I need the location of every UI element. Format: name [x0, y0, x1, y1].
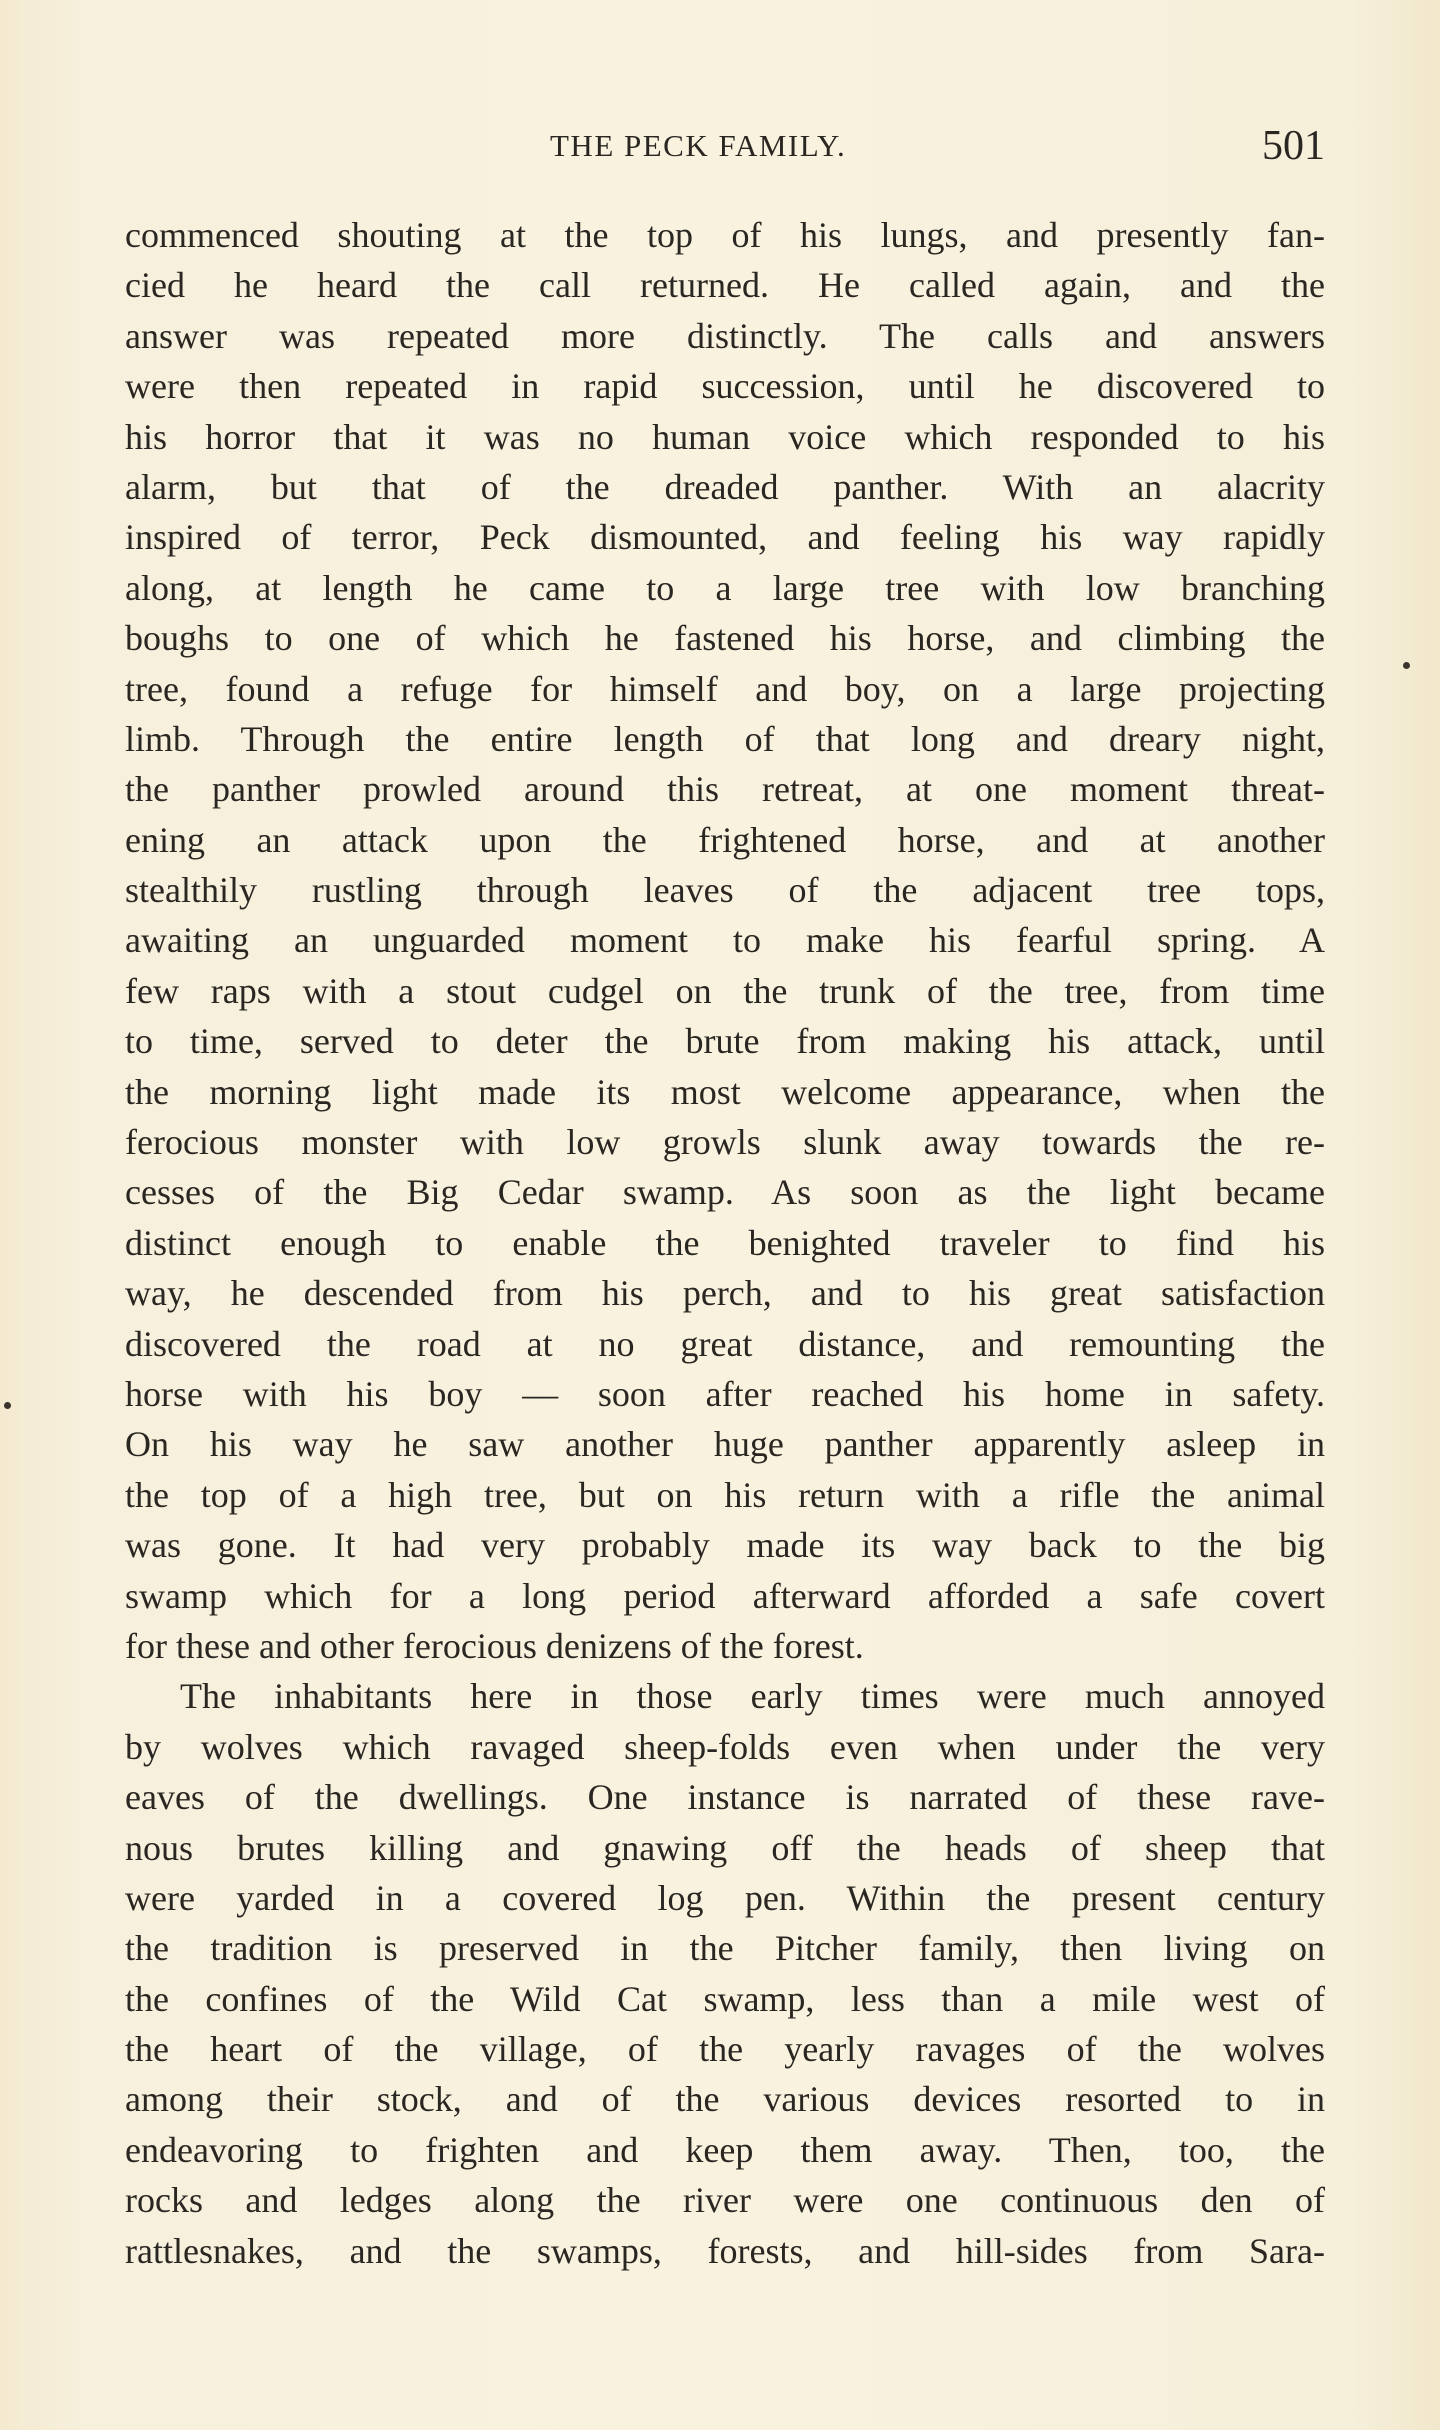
text-line: On his way he saw another huge panther apparently asleep in	[125, 1424, 1325, 1465]
paper-speck	[4, 1402, 11, 1409]
text-line: answer was repeated more distinctly. The calls and answers	[125, 315, 1325, 356]
text-line: were then repeated in rapid succession, until he discovered to	[125, 366, 1325, 407]
text-line: discovered the road at no great distance, and remounting the	[125, 1323, 1325, 1364]
text-line: tree, found a refuge for himself and boy, on a large projecting	[125, 668, 1325, 709]
text-line: his horror that it was no human voice which responded to his	[125, 416, 1325, 457]
text-line: the panther prowled around this retreat, at one moment threat-	[125, 769, 1325, 810]
text-line: way, he descended from his perch, and to his great satisfaction	[125, 1273, 1325, 1314]
text-line: cied he heard the call returned. He called again, and the	[125, 265, 1325, 306]
text-line: the tradition is preserved in the Pitcher family, then living on	[125, 1928, 1325, 1969]
body-text	[125, 210, 1325, 2276]
text-line: among their stock, and of the various devices resorted to in	[125, 2079, 1325, 2120]
text-line: by wolves which ravaged sheep-folds even when under the very	[125, 1726, 1325, 1767]
text-line: were yarded in a covered log pen. Within the present century	[125, 1877, 1325, 1918]
text-line: the top of a high tree, but on his return with a rifle the animal	[125, 1474, 1325, 1515]
text-line: few raps with a stout cudgel on the trunk of the tree, from time	[125, 970, 1325, 1011]
text-line: awaiting an unguarded moment to make his fearful spring. A	[125, 920, 1325, 961]
text-line: to time, served to deter the brute from making his attack, until	[125, 1021, 1325, 1062]
paper-speck	[1403, 662, 1410, 669]
paragraph-1	[125, 210, 1325, 1671]
text-line: commenced shouting at the top of his lungs, and presently fan-	[125, 215, 1325, 255]
paragraph-2	[125, 1671, 1325, 2276]
text-line: inspired of terror, Peck dismounted, and feeling his way rapidly	[125, 517, 1325, 558]
running-title: THE PECK FAMILY.	[550, 128, 847, 163]
text-line: eaves of the dwellings. One instance is narrated of these rave-	[125, 1777, 1325, 1818]
text-line: along, at length he came to a large tree with low branching	[125, 567, 1325, 608]
text-line: limb. Through the entire length of that long and dreary night,	[125, 718, 1325, 759]
text-line: The inhabitants here in those early times were much annoyed	[180, 1676, 1325, 1717]
text-line: endeavoring to frighten and keep them away. Then, too, the	[125, 2129, 1325, 2170]
text-line: alarm, but that of the dreaded panther. With an alacrity	[125, 466, 1325, 507]
text-line: the heart of the village, of the yearly ravages of the wolves	[125, 2029, 1325, 2070]
text-line: the morning light made its most welcome appearance, when the	[125, 1071, 1325, 1112]
text-line: was gone. It had very probably made its way back to the big	[125, 1525, 1325, 1566]
page-header	[125, 122, 1325, 172]
text-line: rocks and ledges along the river were one continuous den of	[125, 2180, 1325, 2221]
text-line: swamp which for a long period afterward afforded a safe covert	[125, 1575, 1325, 1616]
text-line: ferocious monster with low growls slunk away towards the re-	[125, 1122, 1325, 1163]
page-number: 501	[1262, 123, 1325, 169]
text-line: distinct enough to enable the benighted traveler to find his	[125, 1222, 1325, 1263]
text-line: for these and other ferocious denizens of the forest.	[125, 1625, 864, 1666]
text-line: the confines of the Wild Cat swamp, less than a mile west of	[125, 1978, 1325, 2019]
text-line: nous brutes killing and gnawing off the heads of sheep that	[125, 1827, 1325, 1868]
text-line: horse with his boy — soon after reached his home in safety.	[125, 1373, 1325, 1414]
text-line: rattlesnakes, and the swamps, forests, and hill-sides from Sara-	[125, 2230, 1325, 2271]
text-line: cesses of the Big Cedar swamp. As soon as the light became	[125, 1172, 1325, 1213]
text-line: stealthily rustling through leaves of the adjacent tree tops,	[125, 870, 1325, 911]
text-line: boughs to one of which he fastened his horse, and climbing the	[125, 618, 1325, 659]
text-line: ening an attack upon the frightened horse, and at another	[125, 819, 1325, 860]
